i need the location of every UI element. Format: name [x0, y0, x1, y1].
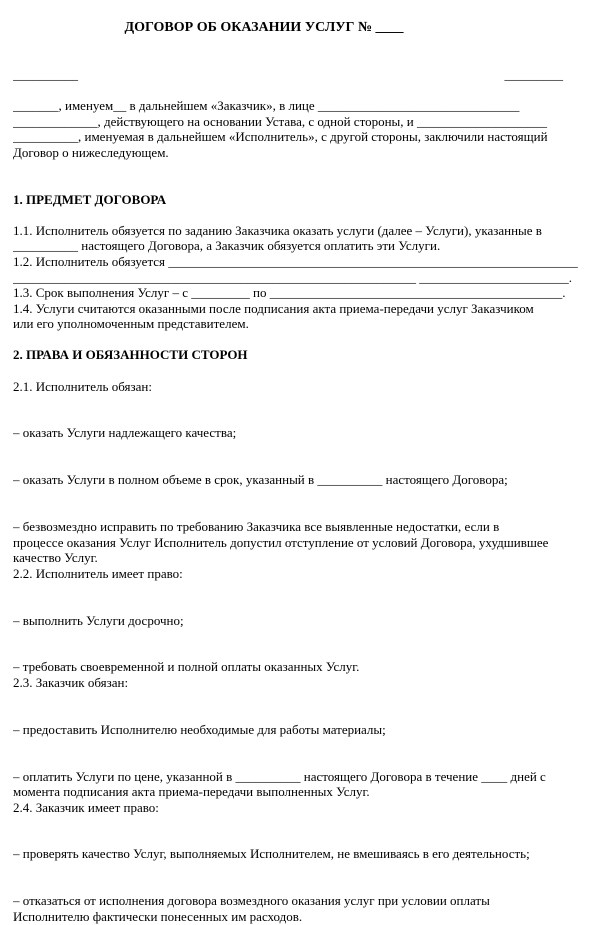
empty-line: [13, 815, 587, 831]
empty-line: [13, 410, 587, 426]
document-line: – выполнить Услуги досрочно;: [13, 612, 184, 628]
document-line: – оказать Услуги в полном объеме в срок, указанный в __________ настоящего Договора;: [13, 472, 508, 488]
empty-line: [13, 753, 587, 769]
document-line: – проверять качество Услуг, выполняемых Исполнителем, не вмешиваясь в его деятельность;: [13, 846, 530, 862]
document-line: Договор о нижеследующем.: [13, 144, 169, 160]
empty-line: [13, 176, 587, 192]
date-blank: _________: [504, 66, 563, 82]
empty-line: [13, 628, 587, 644]
empty-line: [13, 332, 587, 348]
empty-line: [13, 363, 587, 379]
empty-line: [13, 488, 587, 504]
document-line: – отказаться от исполнения договора возмездного оказания услуг при условии оплаты: [13, 893, 490, 909]
document-line: или его уполномоченным представителем.: [13, 316, 249, 332]
empty-line: [13, 441, 587, 457]
empty-line: [13, 737, 587, 753]
document-line: Исполнителю фактически понесенных им расходов.: [13, 908, 303, 924]
empty-line: [13, 394, 587, 410]
document-line: 1.4. Услуги считаются оказанными после подписания акта приема-передачи услуг Заказчиком: [13, 300, 534, 316]
empty-line: [13, 82, 587, 98]
document-line: – безвозмездно исправить по требованию Заказчика все выявленные недостатки, если в: [13, 519, 500, 534]
empty-line: [13, 36, 587, 52]
empty-line: [13, 831, 587, 847]
document-line: 2.2. Исполнитель имеет право:: [13, 565, 183, 581]
empty-line: [13, 457, 587, 473]
document-line: __________, именуемая в дальнейшем «Исполнитель», с другой стороны, заключили настоящий: [13, 129, 548, 145]
empty-line: [13, 644, 587, 660]
document-line: 2.3. Заказчик обязан:: [13, 674, 129, 690]
document-line: ______________________________________________________________ _______________________.: [13, 269, 572, 285]
document-line: момента подписания акта приема-передачи выполненных Услуг.: [13, 784, 370, 800]
document-line: 1.3. Срок выполнения Услуг – с _________ по _____________________________________________.: [13, 285, 566, 301]
empty-line: [13, 51, 587, 67]
empty-line: [13, 207, 587, 223]
document-line: _______, именуем__ в дальнейшем «Заказчик», в лице _______________________________: [13, 97, 520, 113]
document-line: качество Услуг.: [13, 550, 98, 566]
empty-line: [13, 597, 587, 613]
document-line: 2.4. Заказчик имеет право:: [13, 799, 159, 815]
empty-line: [13, 878, 587, 894]
document-line: – предоставить Исполнителю необходимые для работы материалы;: [13, 721, 386, 737]
document-title: ДОГОВОР ОБ ОКАЗАНИИ УСЛУГ № ____: [124, 20, 404, 35]
empty-line: [13, 691, 587, 707]
document-line: – оказать Услуги надлежащего качества;: [13, 425, 237, 441]
document-line: процессе оказания Услуг Исполнитель допустил отступление от условий Договора, ухудшившее: [13, 534, 549, 550]
empty-line: [13, 862, 587, 878]
document-line: _____________, действующего на основании Устава, с одной стороны, и ____________________: [13, 113, 547, 129]
document-line: 2.1. Исполнитель обязан:: [13, 378, 152, 394]
empty-line: [13, 581, 587, 597]
document-line: – требовать своевременной и полной оплаты оказанных Услуг.: [13, 659, 360, 675]
section-heading: 1. ПРЕДМЕТ ДОГОВОРА: [13, 191, 167, 207]
document-body: [13, 36, 587, 925]
document-line: __________ настоящего Договора, а Заказчик обязуется оплатить эти Услуги.: [13, 238, 441, 254]
document-line: – оплатить Услуги по цене, указанной в __________ настоящего Договора в течение ____ дней с: [13, 768, 546, 784]
section-heading: 2. ПРАВА И ОБЯЗАННОСТИ СТОРОН: [13, 347, 248, 363]
document-line: 1.2. Исполнитель обязуется _______________________________________________________________: [13, 253, 578, 269]
empty-line: [13, 160, 587, 176]
empty-line: [13, 503, 587, 519]
document-line: 1.1. Исполнитель обязуется по заданию Заказчика оказать услуги (далее – Услуги), указанные в: [13, 222, 542, 238]
empty-line: [13, 706, 587, 722]
place-date-row: [13, 67, 587, 83]
place-blank: __________: [13, 66, 78, 82]
